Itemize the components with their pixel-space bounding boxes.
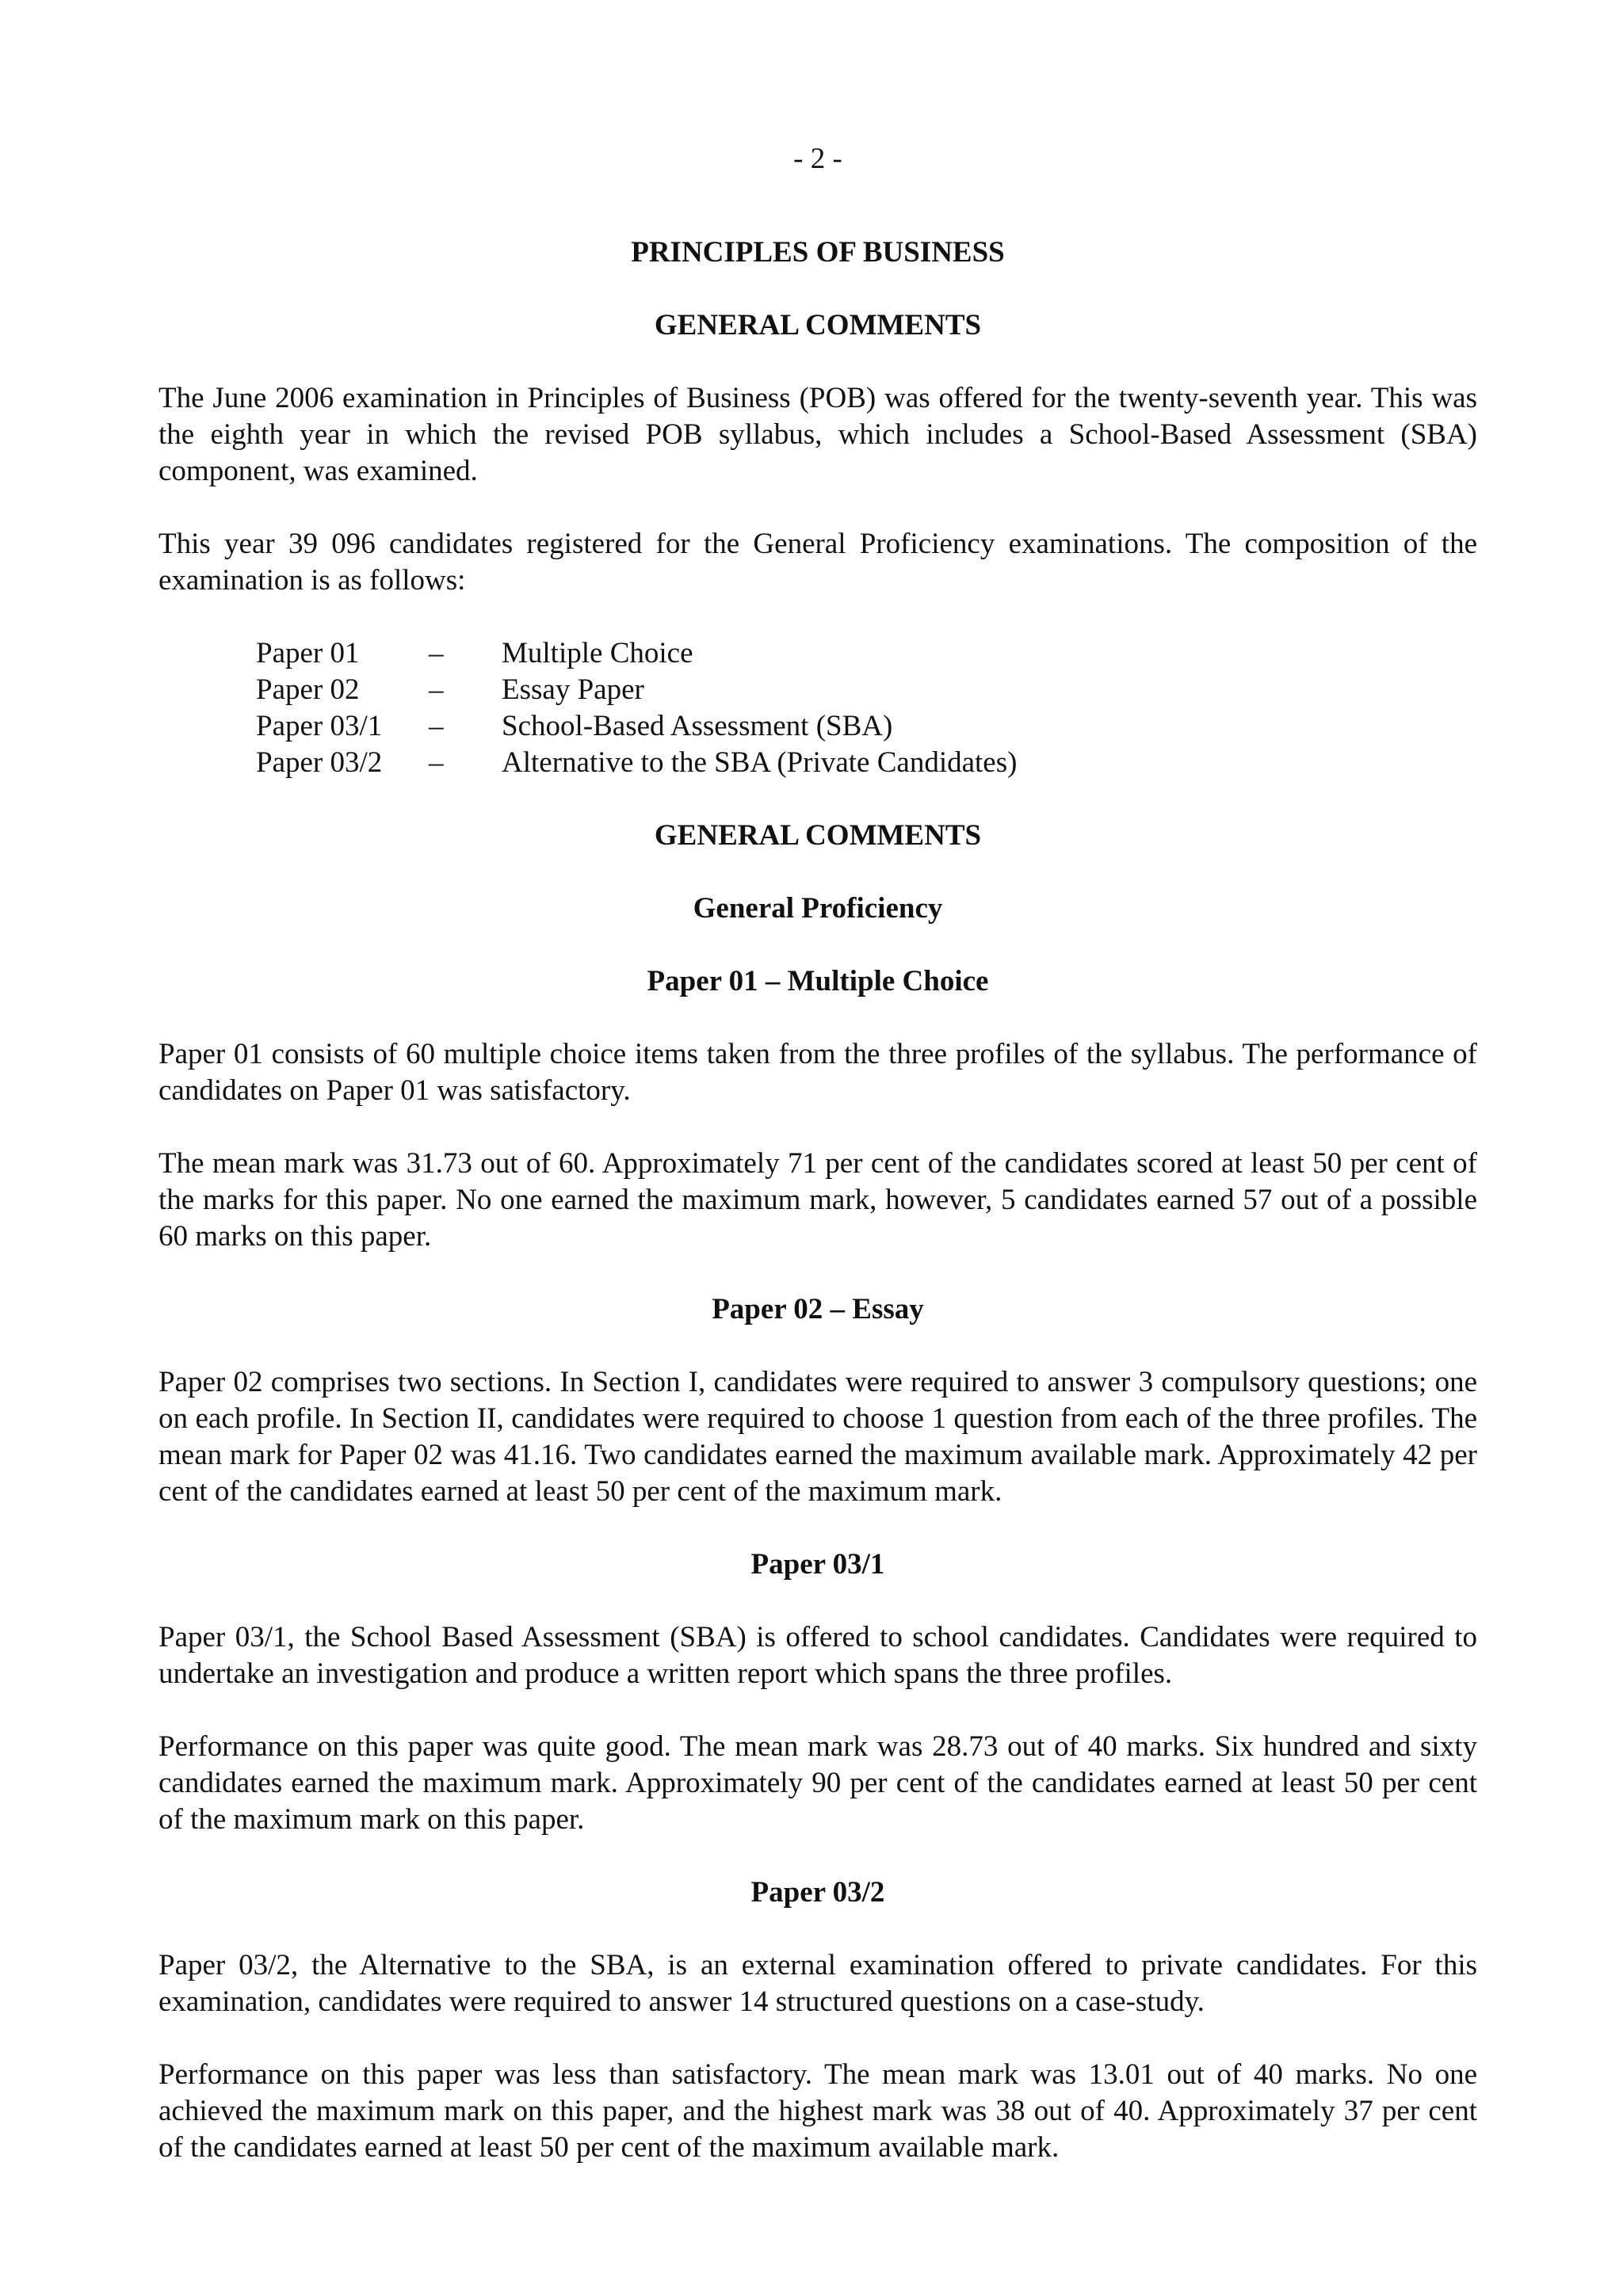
heading-paper-01: Paper 01 – Multiple Choice <box>647 965 989 997</box>
paper-dash: – <box>429 673 444 706</box>
paper032-paragraph-1: Paper 03/2, the Alternative to the SBA, is an external examination offered to private candidates. For this examination, candidates were required to answer 14 structured questions on a case-study. <box>158 1949 1477 2018</box>
heading-general-proficiency: General Proficiency <box>693 892 943 925</box>
intro-paragraph-2: This year 39 096 candidates registered for the General Proficiency examinations. The composition of the examination is as follows: <box>158 528 1477 597</box>
paper-description: Multiple Choice <box>502 637 693 669</box>
papers-list <box>256 635 1477 781</box>
paper-code: Paper 01 <box>256 637 360 669</box>
list-item <box>256 745 1477 781</box>
paper032-paragraph-2: Performance on this paper was less than satisfactory. The mean mark was 13.01 out of 40 marks. No one achieved the maximum mark on this paper, and the highest mark was 38 out of 40. Approximately 37 per cent of the candidates earned at least 50 per cent of the maximum available mark. <box>158 2058 1477 2164</box>
page-number: - 2 - <box>793 143 842 175</box>
paper01-paragraph-2: The mean mark was 31.73 out of 60. Approximately 71 per cent of the candidates scored at least 50 per cent of the marks for this paper. No one earned the maximum mark, however, 5 candidates earned 57 out of a possible 60 marks on this paper. <box>158 1147 1477 1253</box>
list-item <box>256 672 1477 708</box>
paper02-paragraph-1: Paper 02 comprises two sections. In Section I, candidates were required to answer 3 compulsory questions; one on each profile. In Section II, candidates were required to choose 1 question from each of the three profiles. The mean mark for Paper 02 was 41.16. Two candidates earned the maximum available mark. Approximately 42 per cent of the candidates earned at least 50 per cent of the maximum mark. <box>158 1366 1477 1508</box>
paper-description: Essay Paper <box>502 673 644 706</box>
paper-dash: – <box>429 710 444 742</box>
paper01-paragraph-1: Paper 01 consists of 60 multiple choice items taken from the three profiles of the syllabus. The performance of candidates on Paper 01 was satisfactory. <box>158 1038 1477 1107</box>
heading-paper-03-2: Paper 03/2 <box>750 1876 885 1909</box>
paper-dash: – <box>429 637 444 669</box>
paper-code: Paper 03/2 <box>256 746 383 779</box>
heading-paper-02: Paper 02 – Essay <box>712 1293 924 1325</box>
document-page <box>158 141 1477 2203</box>
paper031-paragraph-1: Paper 03/1, the School Based Assessment (SBA) is offered to school candidates. Candidates were required to undertake an investigation and produce a written report which spans the three profiles. <box>158 1621 1477 1690</box>
paper-code: Paper 02 <box>256 673 360 706</box>
paper-dash: – <box>429 746 444 779</box>
list-item <box>256 635 1477 672</box>
paper-description: School-Based Assessment (SBA) <box>502 710 893 742</box>
paper-description: Alternative to the SBA (Private Candidates) <box>502 746 1018 779</box>
heading-paper-03-1: Paper 03/1 <box>750 1548 885 1581</box>
heading-general-comments: GENERAL COMMENTS <box>654 309 982 341</box>
paper031-paragraph-2: Performance on this paper was quite good. The mean mark was 28.73 out of 40 marks. Six hundred and sixty candidates earned the maximum mark. Approximately 90 per cent of the candidates earned at least 50 per cent of the maximum mark on this paper. <box>158 1730 1477 1836</box>
intro-paragraph-1: The June 2006 examination in Principles of Business (POB) was offered for the twenty-seventh year. This was the eighth year in which the revised POB syllabus, which includes a School-Based Assessment (SBA) component, was examined. <box>158 382 1477 487</box>
list-item <box>256 708 1477 745</box>
paper-code: Paper 03/1 <box>256 710 383 742</box>
document-title: PRINCIPLES OF BUSINESS <box>631 236 1005 269</box>
heading-general-comments-2: GENERAL COMMENTS <box>654 819 982 852</box>
